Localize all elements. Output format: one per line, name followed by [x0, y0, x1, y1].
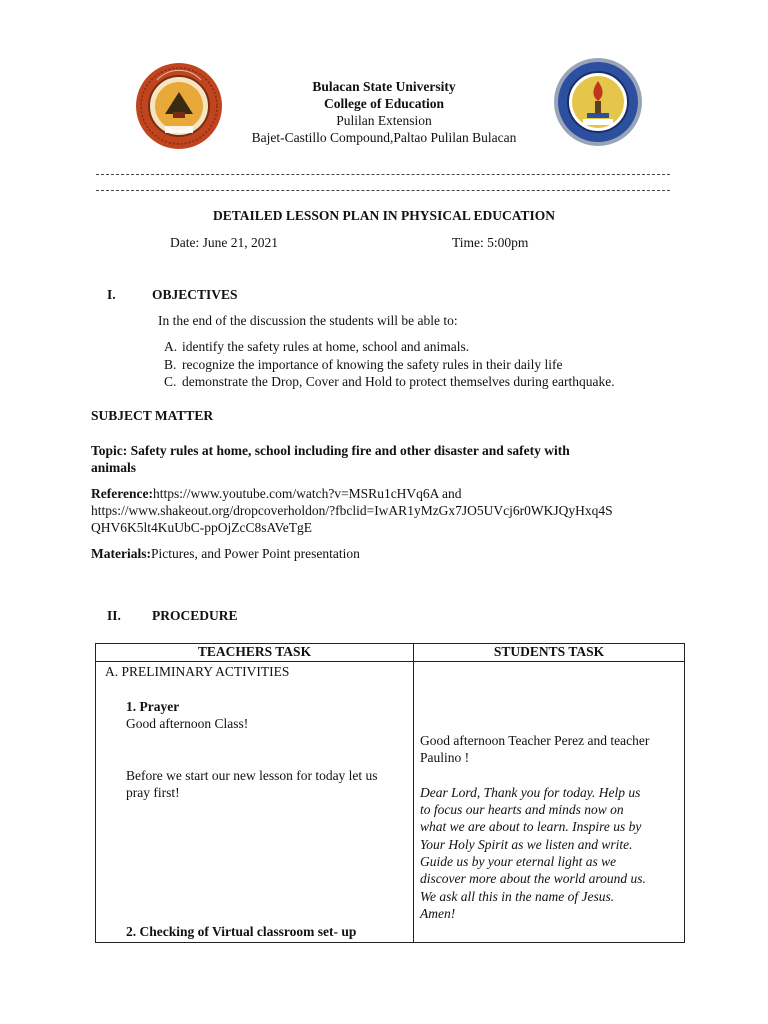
- prayer-heading: 1. Prayer: [126, 699, 180, 714]
- student-prayer-line: to focus our hearts and minds now on: [420, 802, 624, 817]
- student-prayer-line: Your Holy Spirit as we listen and write.: [420, 837, 633, 852]
- topic-line-1: Topic: Safety rules at home, school including fire and other disaster and safety with: [91, 443, 570, 458]
- teachers-task-cell: [96, 662, 414, 943]
- reference-url-youtube[interactable]: https://www.youtube.com/watch?v=MSRu1cHVq6A and: [152, 486, 462, 501]
- teacher-prayer-invite-line-2: pray first!: [126, 785, 180, 800]
- students-task-header: STUDENTS TASK: [414, 644, 685, 662]
- objective-item: [164, 357, 563, 373]
- student-prayer-line: discover more about the world around us.: [420, 871, 646, 886]
- table-row: [96, 662, 685, 943]
- college-name: College of Education: [324, 96, 444, 111]
- student-prayer-line: what we are about to learn. Inspire us by: [420, 819, 642, 834]
- preliminary-activities-heading: A. PRELIMINARY ACTIVITIES: [105, 664, 290, 679]
- materials-text: Pictures, and Power Point presentation: [150, 546, 360, 561]
- objective-marker: B.: [164, 357, 177, 372]
- letterhead: [0, 78, 768, 146]
- objective-marker: A.: [164, 339, 178, 354]
- materials-label: Materials:: [91, 546, 151, 561]
- objective-item: [164, 339, 469, 355]
- teacher-prayer-invite-line-1: Before we start our new lesson for today let us: [126, 768, 378, 783]
- student-greeting-line-2: Paulino !: [420, 750, 470, 765]
- table-header-row: [96, 644, 685, 662]
- reference-url-shakeout-cont[interactable]: QHV6K5lt4KuUbC-ppOjZcC8sAVeTgE: [91, 520, 312, 535]
- student-prayer-line: We ask all this in the name of Jesus.: [420, 889, 615, 904]
- student-greeting-line-1: Good afternoon Teacher Perez and teacher: [420, 733, 650, 748]
- objectives-heading: OBJECTIVES: [152, 287, 238, 302]
- campus-address: Bajet-Castillo Compound,Paltao Pulilan Bulacan: [251, 130, 517, 145]
- checking-virtual-classroom-heading: 2. Checking of Virtual classroom set- up: [126, 924, 357, 939]
- topic-line-2: animals: [91, 460, 137, 475]
- university-name: Bulacan State University: [312, 79, 456, 94]
- subject-matter-heading: SUBJECT MATTER: [91, 408, 214, 423]
- objective-item: [164, 374, 615, 390]
- objectives-intro: In the end of the discussion the students will be able to:: [158, 313, 458, 328]
- lesson-date: Date: June 21, 2021: [170, 235, 278, 250]
- materials-line: [91, 546, 360, 562]
- reference-label: Reference:: [91, 486, 153, 501]
- student-prayer-line: Amen!: [420, 906, 456, 921]
- objective-text: demonstrate the Drop, Cover and Hold to protect themselves during earthquake.: [182, 374, 615, 389]
- teachers-task-header: TEACHERS TASK: [96, 644, 414, 662]
- procedure-number: II.: [107, 608, 121, 623]
- teacher-greeting: Good afternoon Class!: [126, 716, 249, 731]
- procedure-table: [95, 643, 685, 943]
- objective-text: recognize the importance of knowing the safety rules in their daily life: [182, 357, 563, 372]
- objective-marker: C.: [164, 374, 177, 389]
- campus-name: Pulilan Extension: [336, 113, 432, 128]
- lesson-time: Time: 5:00pm: [452, 235, 529, 250]
- document-title: DETAILED LESSON PLAN IN PHYSICAL EDUCATION: [213, 208, 555, 223]
- separator-line-bottom: [96, 190, 670, 191]
- procedure-heading: PROCEDURE: [152, 608, 238, 623]
- student-prayer-line: Dear Lord, Thank you for today. Help us: [420, 785, 641, 800]
- students-task-cell: [414, 662, 685, 943]
- objective-text: identify the safety rules at home, school and animals.: [182, 339, 470, 354]
- separator-line-top: [96, 174, 670, 175]
- objectives-number: I.: [107, 287, 116, 302]
- reference-line-1: [91, 486, 462, 502]
- reference-url-shakeout[interactable]: https://www.shakeout.org/dropcoverholdon/?fbclid=IwAR1yMzGx7JO5UVcj6r0WKJQyHxq4S: [91, 503, 613, 518]
- student-prayer-line: Guide us by your eternal light as we: [420, 854, 617, 869]
